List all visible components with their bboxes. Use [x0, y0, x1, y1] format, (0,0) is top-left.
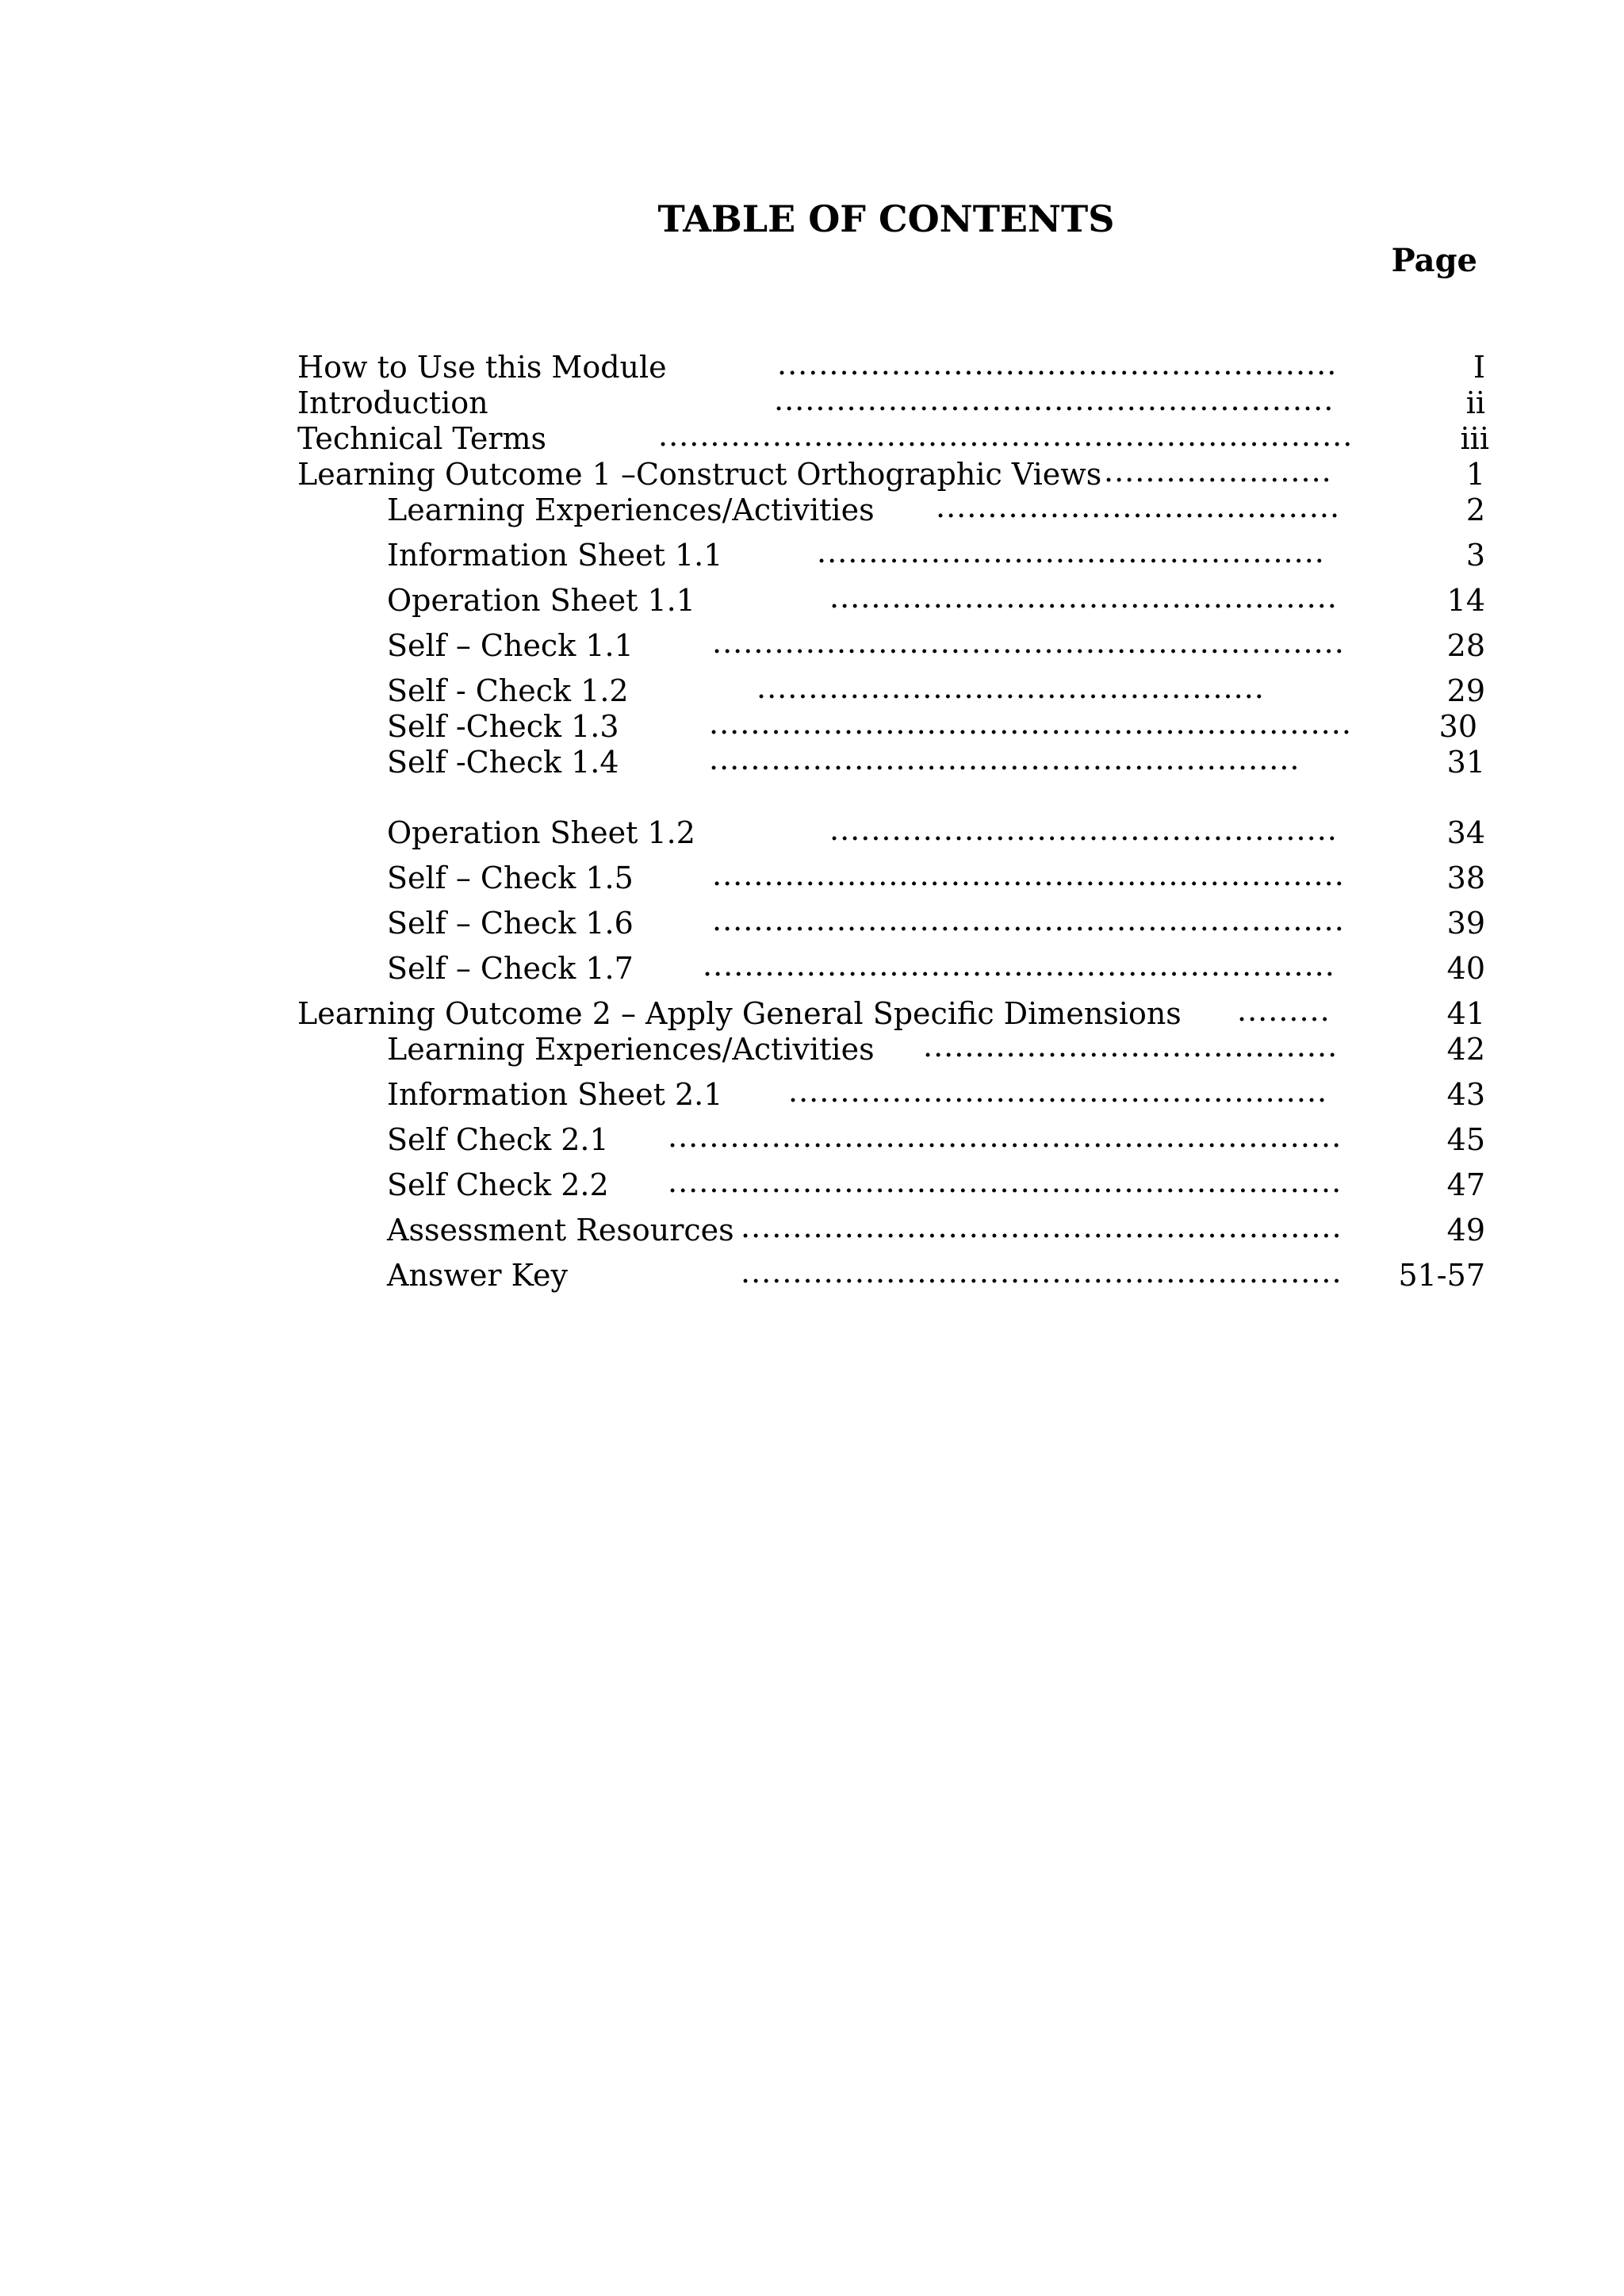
toc-entry-page: 47: [1446, 1167, 1485, 1202]
toc-leader-dots: .............................................................: [712, 625, 1345, 660]
toc-leader-dots: ......................: [1104, 454, 1332, 489]
toc-entry-page: 41: [1446, 996, 1485, 1031]
toc-leader-dots: .............................................................: [712, 903, 1345, 937]
toc-entry-label: Answer Key: [387, 1258, 568, 1293]
toc-entry-page: 30: [1438, 709, 1477, 744]
toc-entry: [0, 1255, 1624, 1296]
toc-leader-dots: .................................................: [756, 670, 1265, 705]
toc-entry-label: Self - Check 1.2: [387, 673, 629, 708]
toc-leader-dots: ..........................................................: [741, 1209, 1342, 1244]
toc-entry-label: How to Use this Module: [297, 350, 667, 385]
toc-entry: [0, 625, 1624, 666]
toc-entry-label: Information Sheet 1.1: [387, 538, 723, 573]
toc-entry-label: Introduction: [297, 385, 488, 420]
document-title: TABLE OF CONTENTS: [657, 197, 1115, 240]
toc-entry: [0, 1074, 1624, 1115]
toc-leader-dots: .................................................: [829, 580, 1338, 615]
toc-entry-page: 49: [1446, 1213, 1485, 1248]
toc-entry: [0, 535, 1624, 576]
toc-entry-label: Self Check 2.1: [387, 1122, 609, 1157]
toc-leader-dots: ......................................................: [777, 347, 1338, 381]
toc-entry-page: I: [1473, 350, 1485, 385]
toc-entry: [0, 1029, 1624, 1070]
toc-entry-label: Self – Check 1.7: [387, 951, 634, 986]
toc-entry-page: 39: [1446, 906, 1485, 941]
toc-entry-page: 31: [1446, 745, 1485, 780]
page-column-heading: Page: [1391, 242, 1477, 279]
toc-entry: [0, 489, 1624, 531]
toc-leader-dots: .......................................: [936, 489, 1341, 524]
toc-entry: [0, 1119, 1624, 1160]
toc-leader-dots: .................................................................: [668, 1119, 1342, 1154]
toc-leader-dots: .............................................................: [712, 857, 1345, 892]
toc-entry-label: Technical Terms: [297, 421, 547, 456]
toc-entry-label: Self – Check 1.6: [387, 906, 634, 941]
toc-leader-dots: .........: [1237, 993, 1331, 1028]
toc-entry-label: Operation Sheet 1.1: [387, 583, 695, 618]
toc-leader-dots: .................................................: [829, 812, 1338, 847]
toc-entry-label: Self -Check 1.3: [387, 709, 619, 744]
toc-entry: [0, 948, 1624, 989]
toc-entry-page: ii: [1465, 385, 1485, 420]
toc-leader-dots: ........................................: [923, 1029, 1339, 1064]
toc-leader-dots: ....................................................: [788, 1074, 1328, 1109]
toc-leader-dots: .................................................: [817, 535, 1325, 569]
toc-entry-page: 51-57: [1398, 1258, 1485, 1293]
toc-leader-dots: .................................................................: [668, 1164, 1342, 1199]
toc-leader-dots: ...................................................................: [658, 418, 1354, 453]
toc-entry-label: Operation Sheet 1.2: [387, 815, 695, 850]
toc-entry-page: 45: [1446, 1122, 1485, 1157]
toc-entry: [0, 1209, 1624, 1251]
toc-entry-label: Learning Outcome 1 –Construct Orthographic Views: [297, 457, 1102, 492]
toc-entry-label: Self – Check 1.1: [387, 628, 634, 663]
toc-leader-dots: .............................................................: [703, 948, 1335, 983]
toc-entry: [0, 857, 1624, 899]
toc-entry-page: 43: [1446, 1077, 1485, 1112]
toc-entry-label: Learning Experiences/Activities: [387, 493, 875, 527]
toc-entry-page: 29: [1446, 673, 1485, 708]
toc-entry-label: Self Check 2.2: [387, 1167, 609, 1202]
toc-entry-label: Information Sheet 2.1: [387, 1077, 723, 1112]
toc-entry-page: 28: [1446, 628, 1485, 663]
toc-entry: [0, 742, 1624, 783]
toc-entry-page: 34: [1446, 815, 1485, 850]
toc-entry: [0, 812, 1624, 853]
toc-leader-dots: ..........................................................: [741, 1255, 1342, 1290]
toc-entry-page: 38: [1446, 861, 1485, 895]
toc-entry-label: Assessment Resources: [387, 1213, 734, 1248]
toc-entry-page: 1: [1465, 457, 1485, 492]
toc-entry-label: Learning Outcome 2 – Apply General Specific Dimensions: [297, 996, 1182, 1031]
toc-entry: [0, 903, 1624, 944]
toc-entry-page: 40: [1446, 951, 1485, 986]
toc-leader-dots: ......................................................: [774, 382, 1335, 417]
toc-entry-label: Self – Check 1.5: [387, 861, 634, 895]
toc-entry: [0, 580, 1624, 621]
toc-entry-page: 2: [1465, 493, 1485, 527]
toc-leader-dots: ..............................................................: [709, 706, 1352, 741]
toc-leader-dots: .........................................................: [709, 742, 1300, 776]
toc-entry-label: Self -Check 1.4: [387, 745, 619, 780]
toc-entry-page: 14: [1446, 583, 1485, 618]
toc-entry-label: Learning Experiences/Activities: [387, 1032, 875, 1067]
toc-entry: [0, 1164, 1624, 1205]
toc-entry-page: iii: [1460, 421, 1489, 456]
toc-entry-page: 3: [1465, 538, 1485, 573]
toc-entry-page: 42: [1446, 1032, 1485, 1067]
